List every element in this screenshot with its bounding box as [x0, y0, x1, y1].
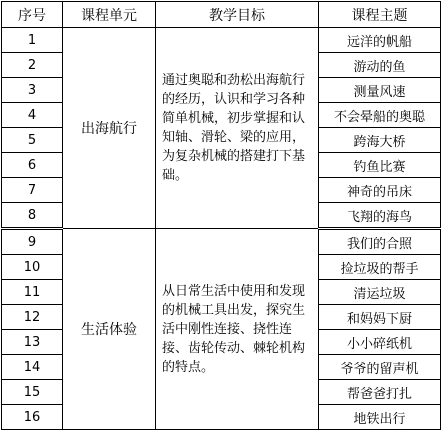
row-topic: 和妈妈下厨 — [319, 305, 441, 330]
row-seq: 15 — [2, 380, 63, 405]
row-topic: 钓鱼比赛 — [319, 153, 441, 178]
unit-cell: 出海航行 — [63, 28, 156, 229]
row-seq: 8 — [2, 203, 63, 229]
header-topic: 课程主题 — [319, 2, 441, 28]
row-seq: 5 — [2, 128, 63, 153]
row-topic: 测量风速 — [319, 78, 441, 103]
row-seq: 11 — [2, 280, 63, 305]
goal-cell: 通过奥聪和劲松出海航行的经历，认识和学习各种简单机械，初步掌握和认知轴、滑轮、梁的应用，为复杂机械的搭建打下基础。 — [156, 28, 319, 229]
row-topic: 飞翔的海鸟 — [319, 203, 441, 229]
goal-cell: 从日常生活中使用和发现的机械工具出发，探究生活中刚性连接、挠性连接、齿轮传动、棘轮机构的特点。 — [156, 229, 319, 430]
row-seq: 3 — [2, 78, 63, 103]
table-row — [2, 229, 441, 255]
row-topic: 小小碎纸机 — [319, 330, 441, 355]
row-topic: 爷爷的留声机 — [319, 355, 441, 380]
row-topic: 清运垃圾 — [319, 280, 441, 305]
row-seq: 4 — [2, 103, 63, 128]
row-seq: 14 — [2, 355, 63, 380]
curriculum-table — [1, 1, 441, 430]
row-topic: 跨海大桥 — [319, 128, 441, 153]
header-row — [2, 2, 441, 28]
row-seq: 10 — [2, 255, 63, 280]
row-seq: 16 — [2, 405, 63, 430]
header-seq: 序号 — [2, 2, 63, 28]
row-seq: 13 — [2, 330, 63, 355]
row-topic: 捡垃圾的帮手 — [319, 255, 441, 280]
row-topic: 地铁出行 — [319, 405, 441, 430]
row-seq: 9 — [2, 229, 63, 255]
row-seq: 7 — [2, 178, 63, 203]
row-seq: 2 — [2, 53, 63, 78]
unit-cell: 生活体验 — [63, 229, 156, 430]
row-seq: 12 — [2, 305, 63, 330]
row-topic: 神奇的吊床 — [319, 178, 441, 203]
row-seq: 6 — [2, 153, 63, 178]
header-unit: 课程单元 — [63, 2, 156, 28]
header-goal: 教学目标 — [156, 2, 319, 28]
row-seq: 1 — [2, 28, 63, 53]
row-topic: 帮爸爸打扎 — [319, 380, 441, 405]
row-topic: 我们的合照 — [319, 229, 441, 255]
row-topic: 游动的鱼 — [319, 53, 441, 78]
row-topic: 远洋的帆船 — [319, 28, 441, 53]
table-row — [2, 28, 441, 53]
row-topic: 不会晕船的奥聪 — [319, 103, 441, 128]
